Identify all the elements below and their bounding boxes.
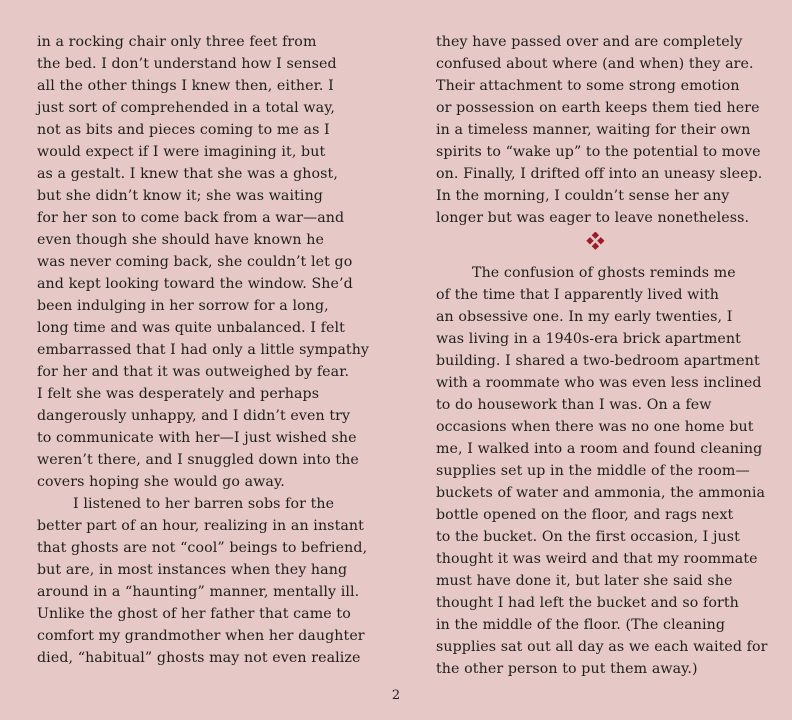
text-line: weren’t there, and I snuggled down into the [37, 452, 359, 468]
text-line: not as bits and pieces coming to me as I [37, 122, 330, 138]
text-line: but she didn’t know it; she was waiting [37, 188, 323, 204]
text-line: in a rocking chair only three feet from [37, 34, 317, 50]
text-line: I felt she was desperately and perhaps [37, 386, 320, 402]
text-line: buckets of water and ammonia, the ammonia [436, 485, 766, 501]
text-line: all the other things I knew then, either. I [37, 78, 334, 94]
text-line: Their attachment to some strong emotion [436, 78, 740, 94]
text-line: was living in a 1940s-era brick apartment [436, 331, 741, 347]
text-line: of the time that I apparently lived with [436, 287, 720, 303]
text-line: bottle opened on the floor, and rags next [436, 507, 734, 523]
text-line: supplies sat out all day as we each waited for [436, 639, 768, 655]
text-line: or possession on earth keeps them tied here [436, 100, 760, 116]
text-line: an obsessive one. In my early twenties, I [436, 309, 733, 325]
text-line: in the middle of the floor. (The cleaning [436, 617, 726, 633]
text-line: dangerously unhappy, and I didn’t even try [37, 408, 351, 424]
text-line: just sort of comprehended in a total way, [37, 100, 336, 116]
text-line: supplies set up in the middle of the room— [436, 463, 750, 479]
text-line: confused about where (and when) they are. [436, 56, 754, 72]
text-line: they have passed over and are completely [436, 34, 743, 50]
text-line: would expect if I were imagining it, but [37, 144, 326, 160]
text-line: to do housework than I was. On a few [436, 397, 712, 413]
text-line: the other person to put them away.) [436, 661, 698, 677]
text-line: In the morning, I couldn’t sense her any [436, 188, 730, 204]
text-line: for her and that it was outweighed by fear. [37, 364, 350, 380]
text-line: to communicate with her—I just wished she [37, 430, 357, 446]
paragraph-start-line: The confusion of ghosts reminds me [472, 265, 736, 281]
text-line: the bed. I don’t understand how I sensed [37, 56, 337, 72]
text-line: comfort my grandmother when her daughter [37, 628, 365, 644]
text-line: occasions when there was no one home but [436, 419, 754, 435]
text-line: died, “habitual” ghosts may not even realize [37, 650, 361, 666]
text-line: that ghosts are not “cool” beings to befriend, [37, 540, 368, 556]
page-number: 2 [391, 688, 401, 703]
text-line: longer but was eager to leave nonetheless. [436, 210, 750, 226]
text-line: Unlike the ghost of her father that came to [37, 606, 351, 622]
text-line: for her son to come back from a war—and [37, 210, 345, 226]
text-line: to the bucket. On the first occasion, I just [436, 529, 740, 545]
text-line: thought it was weird and that my roommate [436, 551, 758, 567]
text-line: was never coming back, she couldn’t let go [37, 254, 353, 270]
text-line: long time and was quite unbalanced. I felt [37, 320, 345, 336]
left-column [37, 31, 377, 669]
text-line: spirits to “wake up” to the potential to move [436, 144, 761, 160]
text-line: in a timeless manner, waiting for their own [436, 122, 751, 138]
section-break-ornament [436, 229, 766, 262]
paragraph-start-line: I listened to her barren sobs for the [73, 496, 335, 512]
text-line: must have done it, but later she said she [436, 573, 733, 589]
text-line: with a roommate who was even less inclined [436, 375, 762, 391]
text-line: and kept looking toward the window. She’d [37, 276, 353, 292]
text-line: as a gestalt. I knew that she was a ghost, [37, 166, 338, 182]
text-line: around in a “haunting” manner, mentally ill. [37, 584, 360, 600]
text-line: thought I had left the bucket and so forth [436, 595, 739, 611]
diamond-ornament-icon [586, 232, 606, 250]
text-line: been indulging in her sorrow for a long, [37, 298, 329, 314]
text-line: better part of an hour, realizing in an instant [37, 518, 364, 534]
text-line: me, I walked into a room and found cleaning [436, 441, 763, 457]
text-line: on. Finally, I drifted off into an uneasy sleep. [436, 166, 763, 182]
text-line: embarrassed that I had only a little sympathy [37, 342, 370, 358]
text-line: covers hoping she would go away. [37, 474, 285, 490]
text-line: but are, in most instances when they hang [37, 562, 348, 578]
right-column [436, 31, 766, 680]
text-line: building. I shared a two-bedroom apartment [436, 353, 760, 369]
text-line: even though she should have known he [37, 232, 324, 248]
